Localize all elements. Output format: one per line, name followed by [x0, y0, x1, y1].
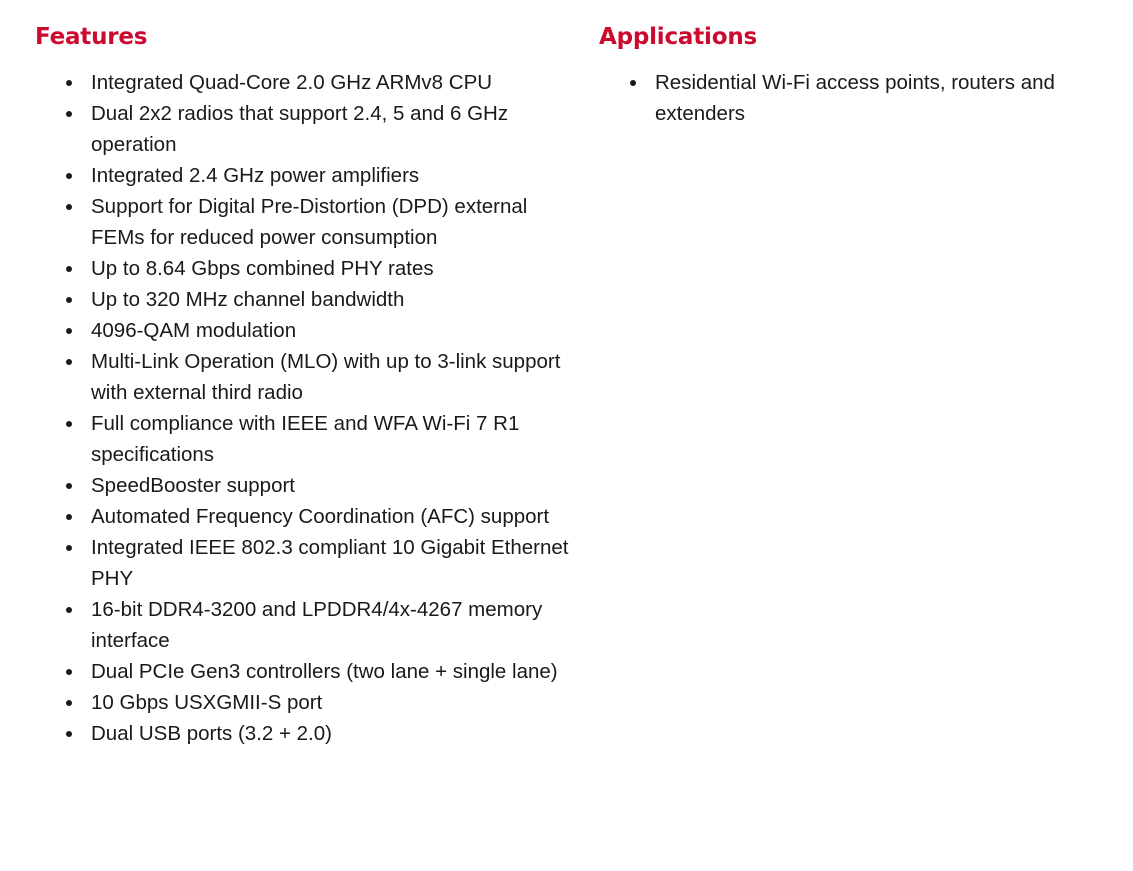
- list-item-text: 4096-QAM modulation: [91, 319, 297, 342]
- list-item-text: Dual PCIe Gen3 controllers (two lane + single lane): [91, 660, 558, 683]
- bullet-icon: [66, 297, 72, 303]
- bullet-icon: [66, 173, 72, 179]
- list-item: [35, 284, 575, 315]
- list-item: [35, 532, 575, 594]
- list-item: [35, 470, 575, 501]
- list-item: [35, 191, 575, 253]
- bullet-icon: [66, 700, 72, 706]
- list-item: [35, 253, 575, 284]
- list-item: [35, 687, 575, 718]
- list-item-text: Up to 320 MHz channel bandwidth: [91, 288, 405, 311]
- list-item: [35, 67, 575, 98]
- features-heading: Features: [35, 24, 148, 50]
- list-item-text: Automated Frequency Coordination (AFC) support: [91, 505, 550, 528]
- list-item-text: Integrated Quad-Core 2.0 GHz ARMv8 CPU: [91, 71, 493, 94]
- list-item: [35, 315, 575, 346]
- applications-section: [599, 22, 1119, 129]
- list-item: [35, 656, 575, 687]
- list-item-text: Residential Wi-Fi access points, routers and extenders: [655, 71, 1055, 125]
- list-item-text: Dual USB ports (3.2 + 2.0): [91, 722, 332, 745]
- bullet-icon: [66, 266, 72, 272]
- list-item: [35, 408, 575, 470]
- list-item-text: Multi-Link Operation (MLO) with up to 3-link support with external third radio: [91, 350, 561, 404]
- bullet-icon: [66, 669, 72, 675]
- list-item-text: 16-bit DDR4-3200 and LPDDR4/4x-4267 memory interface: [91, 598, 543, 652]
- list-item-text: Integrated IEEE 802.3 compliant 10 Gigabit Ethernet PHY: [91, 536, 569, 590]
- applications-heading: Applications: [599, 24, 757, 50]
- list-item: [35, 501, 575, 532]
- bullet-icon: [630, 80, 636, 86]
- list-item: [35, 98, 575, 160]
- list-item-text: Dual 2x2 radios that support 2.4, 5 and 6 GHz operation: [91, 102, 509, 156]
- list-item-text: SpeedBooster support: [91, 474, 295, 497]
- bullet-icon: [66, 80, 72, 86]
- list-item: [35, 160, 575, 191]
- list-item-text: Integrated 2.4 GHz power amplifiers: [91, 164, 420, 187]
- list-item-text: Full compliance with IEEE and WFA Wi-Fi 7 R1 specifications: [91, 412, 520, 466]
- list-item: [35, 594, 575, 656]
- bullet-icon: [66, 204, 72, 210]
- features-list: [35, 67, 575, 749]
- list-item-text: Up to 8.64 Gbps combined PHY rates: [91, 257, 434, 280]
- list-item: [35, 718, 575, 749]
- bullet-icon: [66, 421, 72, 427]
- list-item-text: Support for Digital Pre-Distortion (DPD) external FEMs for reduced power consumption: [91, 195, 528, 249]
- bullet-icon: [66, 483, 72, 489]
- bullet-icon: [66, 328, 72, 334]
- list-item: [599, 67, 1119, 129]
- bullet-icon: [66, 731, 72, 737]
- list-item-text: 10 Gbps USXGMII-S port: [91, 691, 323, 714]
- bullet-icon: [66, 607, 72, 613]
- bullet-icon: [66, 514, 72, 520]
- applications-list: [599, 67, 1119, 129]
- features-section: [35, 22, 575, 749]
- bullet-icon: [66, 545, 72, 551]
- list-item: [35, 346, 575, 408]
- bullet-icon: [66, 111, 72, 117]
- bullet-icon: [66, 359, 72, 365]
